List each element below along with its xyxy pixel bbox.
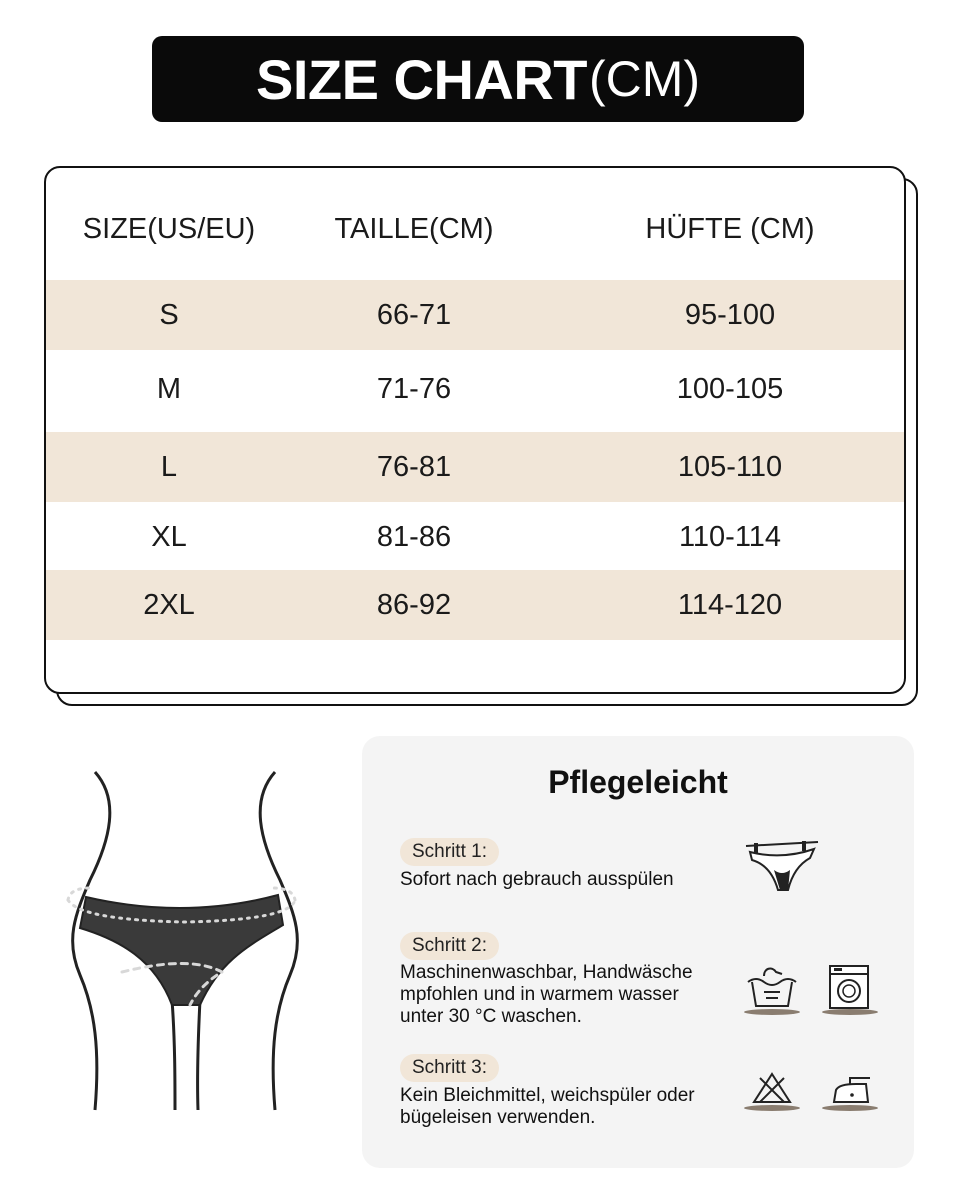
title-unit: (CM)	[588, 51, 701, 107]
step-1-text	[400, 869, 674, 891]
column-header-hip: HÜFTE (CM)	[645, 212, 815, 245]
waist-cell: 71-76	[376, 372, 452, 405]
table-row	[46, 502, 904, 572]
right-body-outline	[260, 772, 297, 1110]
table-row	[46, 354, 904, 424]
waist-cell: 81-86	[376, 520, 452, 553]
table-row	[46, 570, 904, 640]
step-3-text	[400, 1085, 695, 1129]
column-header-size: SIZE(US/EU)	[82, 212, 256, 245]
hip-cell: 95-100	[684, 298, 776, 331]
waist-cell: 86-92	[376, 588, 452, 621]
size-cell: 2XL	[143, 588, 195, 621]
underwear-shape	[80, 895, 283, 1005]
size-table	[44, 166, 906, 694]
care-panel	[362, 736, 914, 1168]
table-header-row	[46, 194, 904, 264]
step-2-line: Maschinenwaschbar, Handwäsche	[400, 962, 693, 983]
inner-leg-outline	[172, 1000, 200, 1110]
page-title: SIZE CHART	[255, 47, 587, 111]
step-2-line: unter 30 °C waschen.	[400, 1006, 582, 1027]
hanging-underwear-icon	[744, 840, 820, 896]
hip-cell: 100-105	[676, 372, 784, 405]
title-banner	[152, 36, 804, 122]
size-cell: L	[160, 450, 178, 483]
hip-cell: 114-120	[677, 588, 783, 621]
table-row	[46, 280, 904, 350]
step-1-label: Schritt 1:	[400, 838, 499, 866]
waist-cell: 66-71	[376, 298, 452, 331]
column-header-waist: TAILLE(CM)	[334, 212, 494, 245]
size-cell: XL	[151, 520, 187, 553]
step-3-label: Schritt 3:	[400, 1054, 499, 1082]
step-3-line: Kein Bleichmittel, weichspüler oder	[400, 1085, 695, 1106]
step-2-line: mpfohlen und in warmem wasser	[400, 984, 679, 1005]
left-body-outline	[73, 772, 110, 1110]
waist-cell: 76-81	[376, 450, 452, 483]
table-row	[46, 432, 904, 502]
washing-machine-icon	[820, 962, 880, 1016]
hip-cell: 105-110	[677, 450, 783, 483]
step-1-line: Sofort nach gebrauch ausspülen	[400, 869, 674, 890]
hand-wash-icon	[742, 962, 802, 1016]
body-measurement-illustration	[50, 760, 330, 1120]
step-3-line: bügeleisen verwenden.	[400, 1107, 596, 1128]
step-2-label: Schritt 2:	[400, 932, 499, 960]
iron-icon	[820, 1070, 880, 1112]
hip-cell: 110-114	[678, 520, 782, 553]
size-cell: S	[159, 298, 179, 331]
step-2-text	[400, 962, 693, 1028]
no-bleach-icon	[742, 1070, 802, 1112]
care-title: Pflegeleicht	[548, 764, 728, 800]
size-cell: M	[156, 372, 182, 405]
